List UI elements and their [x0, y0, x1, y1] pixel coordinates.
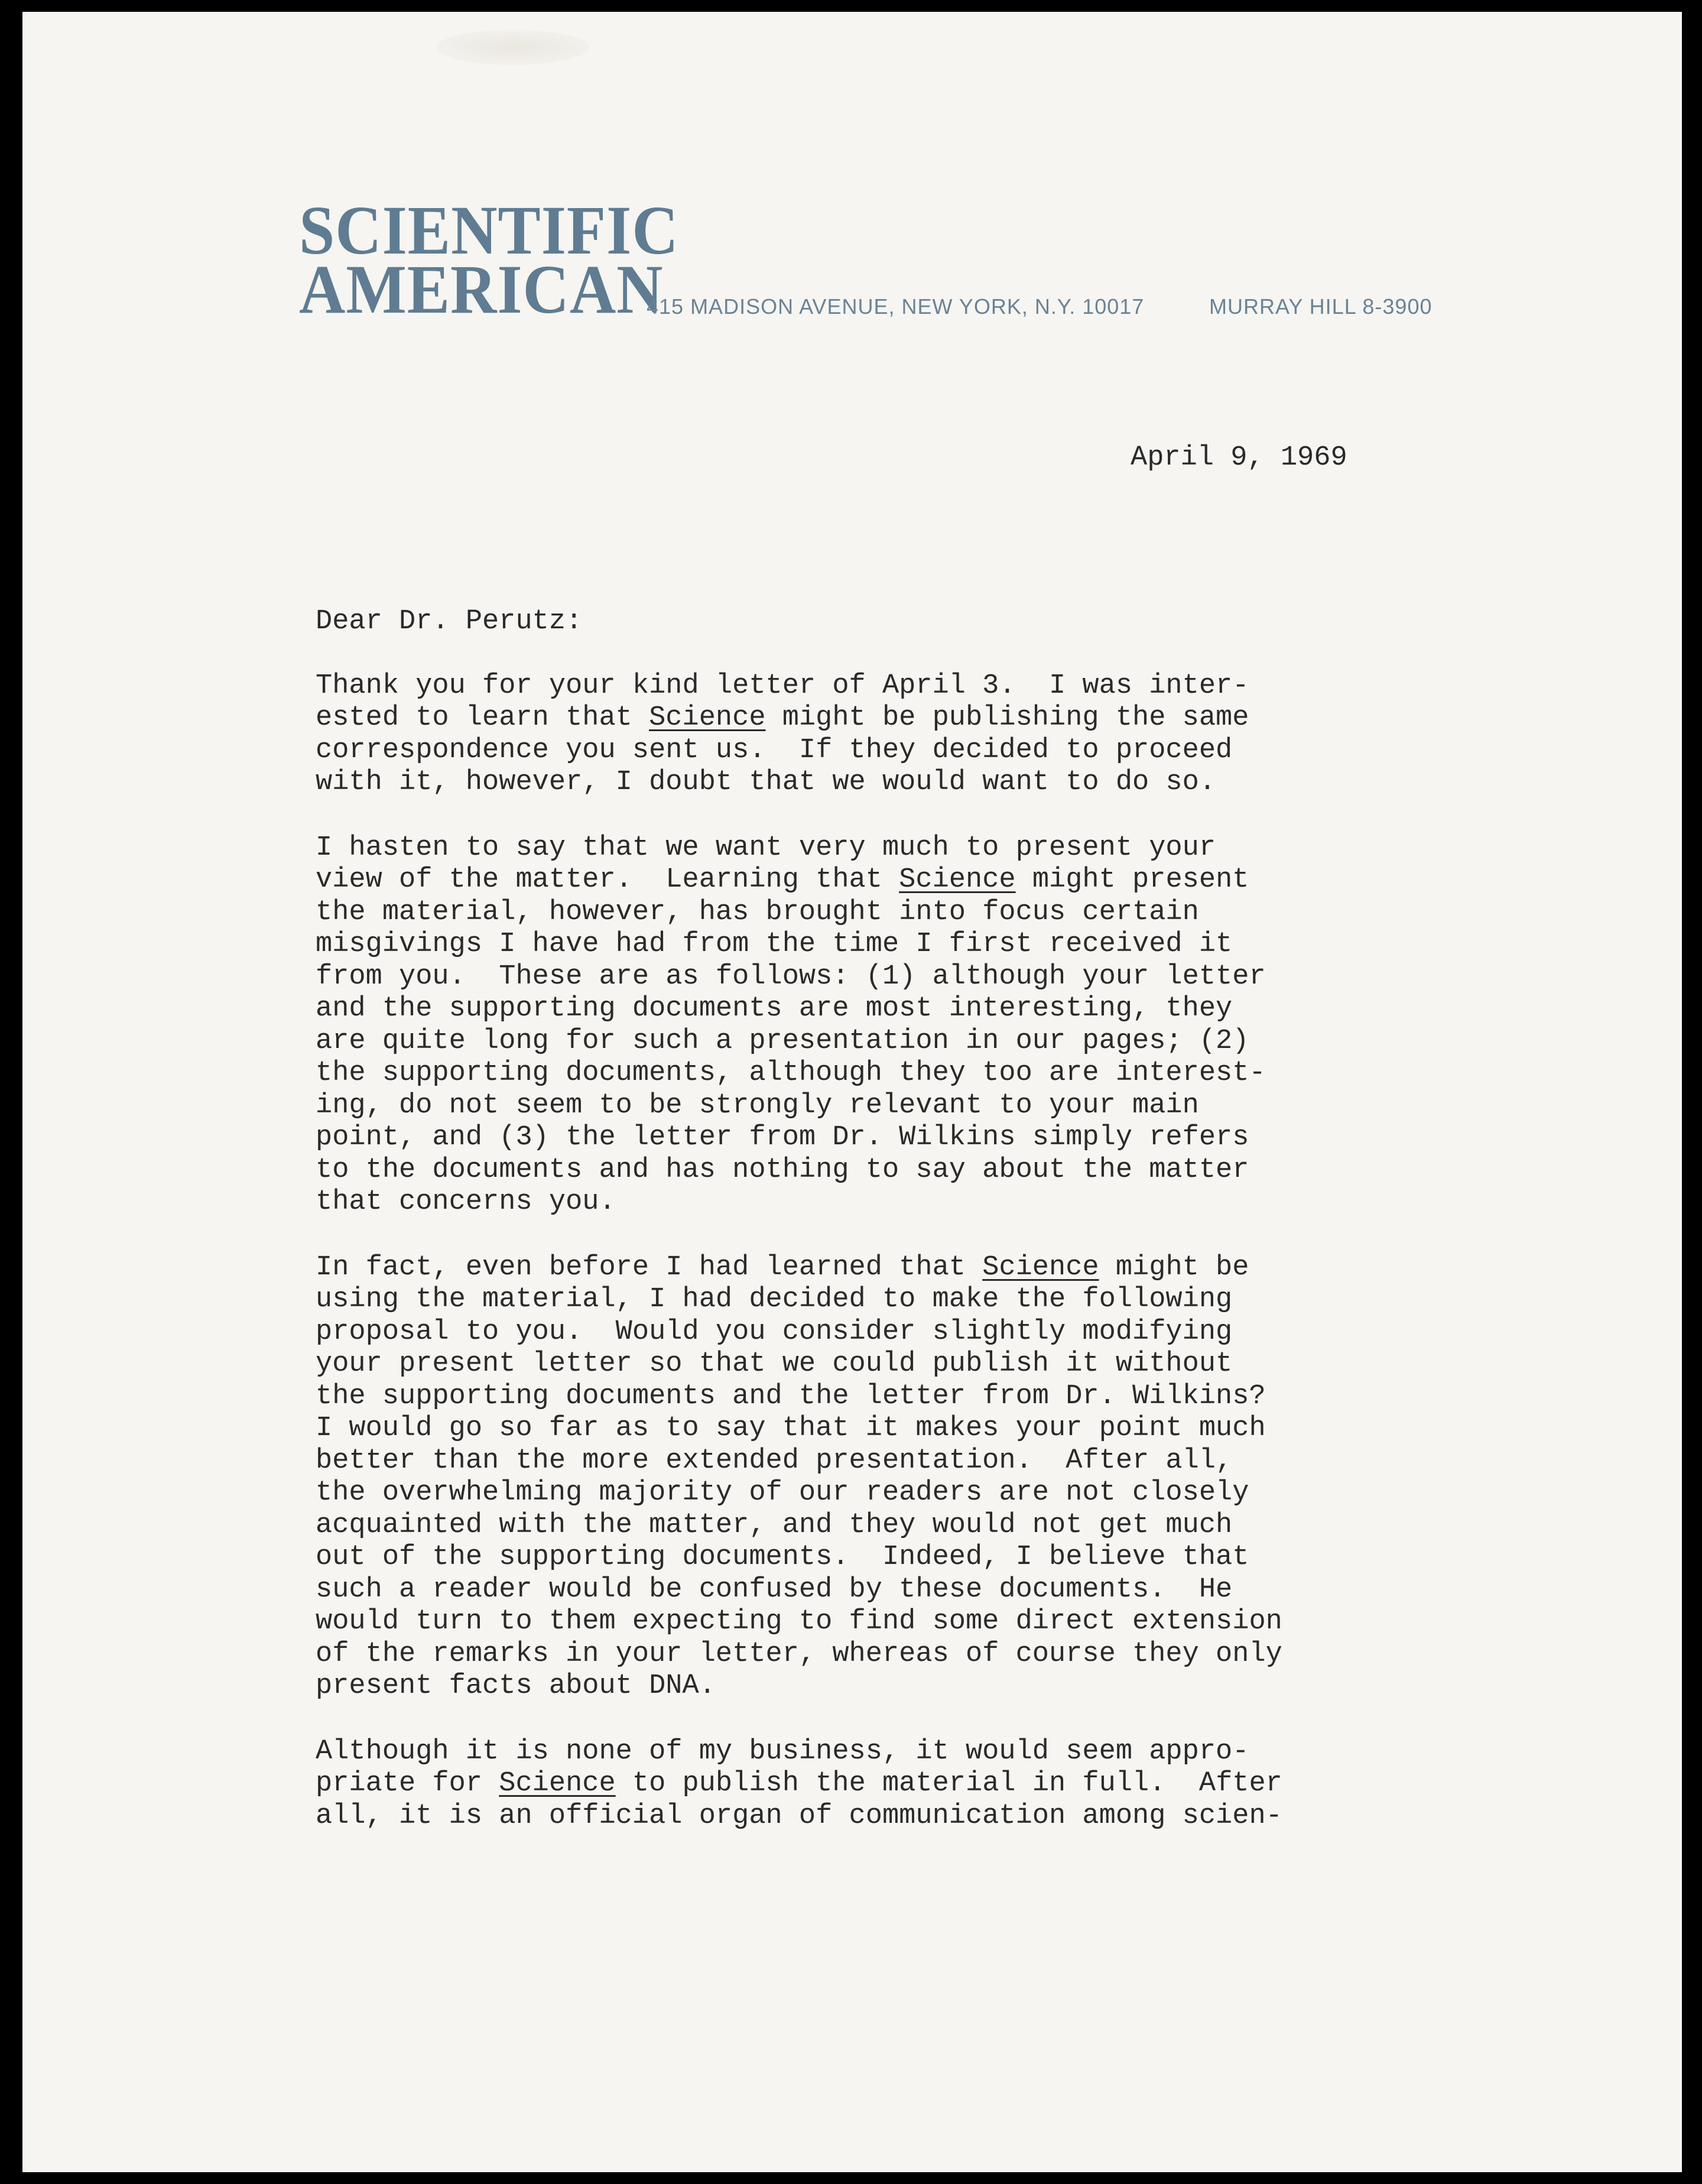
letter-body [316, 606, 1503, 1865]
text-line: such a reader would be confused by these documents. He [316, 1573, 1233, 1605]
letter-date: April 9, 1969 [1131, 442, 1347, 473]
letterhead-address: 415 MADISON AVENUE, NEW YORK, N.Y. 10017 [647, 294, 1145, 319]
text-line: the overwhelming majority of our readers are not closely [316, 1477, 1249, 1508]
text-line: better than the more extended presentation. After all, [316, 1445, 1233, 1476]
text-line: the supporting documents and the letter from Dr. Wilkins? [316, 1380, 1266, 1412]
paragraph-1 [316, 670, 1503, 799]
letterhead [299, 189, 1599, 331]
text-line: proposal to you. Would you consider slightly modifying [316, 1316, 1233, 1348]
text-line: Thank you for your kind letter of April 3. I was inter- [316, 670, 1249, 702]
text-line: and the supporting documents are most interesting, they [316, 993, 1233, 1024]
underlined-title: Science [499, 1768, 616, 1799]
paragraph-2 [316, 832, 1503, 1219]
text-line: that concerns you. [316, 1186, 616, 1218]
text-line: misgivings I have had from the time I first received it [316, 929, 1233, 960]
text-line: using the material, I had decided to make the following [316, 1284, 1233, 1315]
text-line: with it, however, I doubt that we would want to do so. [316, 767, 1216, 798]
underlined-title: Science [982, 1251, 1099, 1283]
brand-name-line-2: AMERICAN [299, 251, 664, 328]
paragraph-3 [316, 1252, 1503, 1703]
text-line: ested to learn that Science might be publishing the same [316, 702, 1249, 734]
paragraphs [316, 670, 1503, 1833]
underlined-title: Science [899, 864, 1016, 895]
text-line: all, it is an official organ of communication among scien- [316, 1800, 1282, 1832]
underlined-title: Science [649, 702, 766, 734]
text-line: acquainted with the matter, and they would not get much [316, 1509, 1233, 1541]
text-line: out of the supporting documents. Indeed, I believe that [316, 1542, 1249, 1573]
salutation: Dear Dr. Perutz: [316, 606, 583, 637]
text-line: point, and (3) the letter from Dr. Wilkins simply refers [316, 1122, 1249, 1153]
paragraph-4 [316, 1736, 1503, 1833]
text-line: present facts about DNA. [316, 1670, 716, 1702]
text-line: the material, however, has brought into focus certain [316, 896, 1199, 928]
text-line: view of the matter. Learning that Science might present [316, 864, 1249, 895]
text-line: Although it is none of my business, it would seem appro- [316, 1735, 1249, 1767]
text-line: to the documents and has nothing to say about the matter [316, 1154, 1249, 1186]
paper-stain [436, 30, 590, 65]
letter-page [22, 12, 1682, 2172]
text-line: from you. These are as follows: (1) although your letter [316, 960, 1266, 992]
text-line: I would go so far as to say that it makes your point much [316, 1413, 1266, 1444]
text-line: In fact, even before I had learned that Science might be [316, 1251, 1249, 1283]
text-line: of the remarks in your letter, whereas of course they only [316, 1638, 1282, 1670]
text-line: are quite long for such a presentation in our pages; (2) [316, 1025, 1249, 1057]
text-line: correspondence you sent us. If they decided to proceed [316, 734, 1233, 766]
text-line: your present letter so that we could publish it without [316, 1348, 1233, 1380]
letterhead-phone: MURRAY HILL 8-3900 [1209, 294, 1433, 319]
text-line: priate for Science to publish the material in full. After [316, 1768, 1282, 1799]
brand-name-line-1: SCIENTIFIC [299, 192, 679, 269]
text-line: the supporting documents, although they too are interest- [316, 1057, 1266, 1089]
text-line: I hasten to say that we want very much to present your [316, 832, 1216, 864]
text-line: would turn to them expecting to find some direct extension [316, 1606, 1282, 1637]
text-line: ing, do not seem to be strongly relevant to your main [316, 1089, 1199, 1121]
